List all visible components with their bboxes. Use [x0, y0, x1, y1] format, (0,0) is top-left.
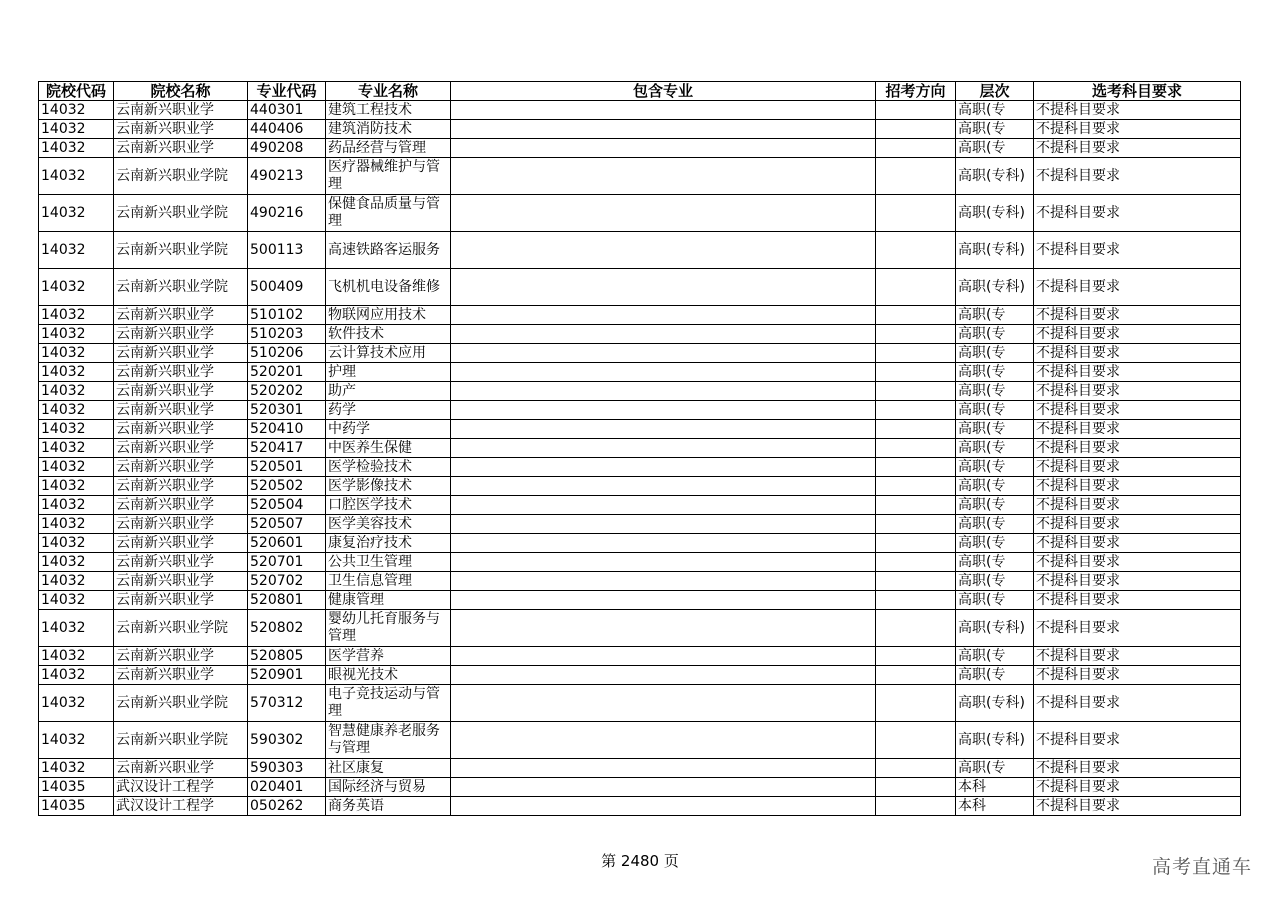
- cell-direction: [876, 344, 956, 363]
- table-row: [39, 101, 1241, 120]
- cell-level: 高职(专科): [956, 195, 1034, 232]
- cell-direction: [876, 666, 956, 685]
- cell-school-name: 云南新兴职业学: [114, 420, 248, 439]
- cell-included-majors: [451, 363, 876, 382]
- cell-direction: [876, 797, 956, 816]
- cell-major-code: 520201: [248, 363, 326, 382]
- header-row: [39, 82, 1241, 101]
- cell-included-majors: [451, 401, 876, 420]
- cell-school-name: 云南新兴职业学: [114, 666, 248, 685]
- cell-level: 高职(专科): [956, 722, 1034, 759]
- cell-major-code: 520417: [248, 439, 326, 458]
- cell-included-majors: [451, 610, 876, 647]
- cell-direction: [876, 420, 956, 439]
- table-row: [39, 401, 1241, 420]
- cell-school-code: 14032: [39, 120, 114, 139]
- cell-direction: [876, 232, 956, 269]
- cell-major-code: 490208: [248, 139, 326, 158]
- cell-school-code: 14032: [39, 477, 114, 496]
- cell-school-name: 云南新兴职业学: [114, 139, 248, 158]
- cell-level: 高职(专科): [956, 685, 1034, 722]
- cell-major-code: 520504: [248, 496, 326, 515]
- cell-included-majors: [451, 647, 876, 666]
- cell-school-name: 云南新兴职业学: [114, 306, 248, 325]
- cell-major-code: 520701: [248, 553, 326, 572]
- cell-direction: [876, 515, 956, 534]
- cell-major-name: 建筑工程技术: [326, 101, 451, 120]
- cell-major-name: 电子竞技运动与管理: [326, 685, 451, 722]
- table-row: [39, 515, 1241, 534]
- cell-school-code: 14032: [39, 458, 114, 477]
- cell-major-name: 商务英语: [326, 797, 451, 816]
- cell-school-code: 14032: [39, 420, 114, 439]
- cell-subject-requirement: 不提科目要求: [1034, 685, 1241, 722]
- table-row: [39, 477, 1241, 496]
- cell-school-code: 14032: [39, 382, 114, 401]
- cell-major-code: 520507: [248, 515, 326, 534]
- col-header-included-majors: 包含专业: [451, 82, 876, 101]
- col-header-major-name: 专业名称: [326, 82, 451, 101]
- cell-direction: [876, 439, 956, 458]
- cell-school-code: 14032: [39, 553, 114, 572]
- cell-major-code: 520802: [248, 610, 326, 647]
- cell-included-majors: [451, 120, 876, 139]
- cell-school-code: 14032: [39, 232, 114, 269]
- cell-major-name: 社区康复: [326, 759, 451, 778]
- cell-major-name: 助产: [326, 382, 451, 401]
- cell-direction: [876, 477, 956, 496]
- cell-included-majors: [451, 195, 876, 232]
- cell-direction: [876, 195, 956, 232]
- cell-school-code: 14032: [39, 534, 114, 553]
- table-row: [39, 797, 1241, 816]
- watermark: 高考直通车: [1151, 856, 1252, 878]
- cell-level: 高职(专: [956, 477, 1034, 496]
- cell-included-majors: [451, 759, 876, 778]
- cell-major-name: 药学: [326, 401, 451, 420]
- table-row: [39, 647, 1241, 666]
- cell-level: 高职(专: [956, 496, 1034, 515]
- cell-level: 高职(专: [956, 553, 1034, 572]
- cell-school-code: 14032: [39, 101, 114, 120]
- cell-level: 高职(专科): [956, 269, 1034, 306]
- cell-school-name: 云南新兴职业学: [114, 572, 248, 591]
- table-row: [39, 439, 1241, 458]
- col-header-major-code: 专业代码: [248, 82, 326, 101]
- cell-major-name: 中医养生保健: [326, 439, 451, 458]
- table-row: [39, 759, 1241, 778]
- cell-subject-requirement: 不提科目要求: [1034, 553, 1241, 572]
- table-row: [39, 120, 1241, 139]
- cell-school-name: 云南新兴职业学院: [114, 269, 248, 306]
- cell-level: 高职(专: [956, 306, 1034, 325]
- cell-school-name: 武汉设计工程学: [114, 797, 248, 816]
- cell-school-name: 云南新兴职业学: [114, 101, 248, 120]
- cell-direction: [876, 722, 956, 759]
- table-row: [39, 195, 1241, 232]
- cell-subject-requirement: 不提科目要求: [1034, 139, 1241, 158]
- cell-included-majors: [451, 158, 876, 195]
- cell-included-majors: [451, 534, 876, 553]
- table-row: [39, 553, 1241, 572]
- cell-school-name: 云南新兴职业学: [114, 401, 248, 420]
- cell-major-code: 520805: [248, 647, 326, 666]
- cell-school-name: 云南新兴职业学: [114, 759, 248, 778]
- cell-school-name: 云南新兴职业学: [114, 647, 248, 666]
- cell-major-code: 520702: [248, 572, 326, 591]
- cell-school-name: 云南新兴职业学: [114, 363, 248, 382]
- cell-major-name: 建筑消防技术: [326, 120, 451, 139]
- col-header-direction: 招考方向: [876, 82, 956, 101]
- cell-direction: [876, 401, 956, 420]
- cell-direction: [876, 382, 956, 401]
- cell-school-code: 14032: [39, 666, 114, 685]
- cell-direction: [876, 363, 956, 382]
- cell-major-code: 500409: [248, 269, 326, 306]
- cell-direction: [876, 101, 956, 120]
- table-row: [39, 420, 1241, 439]
- cell-level: 高职(专: [956, 515, 1034, 534]
- cell-level: 高职(专: [956, 139, 1034, 158]
- cell-included-majors: [451, 232, 876, 269]
- cell-level: 本科: [956, 797, 1034, 816]
- cell-school-code: 14032: [39, 158, 114, 195]
- cell-included-majors: [451, 797, 876, 816]
- cell-subject-requirement: 不提科目要求: [1034, 306, 1241, 325]
- cell-school-name: 云南新兴职业学: [114, 553, 248, 572]
- cell-level: 高职(专: [956, 458, 1034, 477]
- cell-included-majors: [451, 344, 876, 363]
- cell-subject-requirement: 不提科目要求: [1034, 325, 1241, 344]
- cell-school-code: 14032: [39, 306, 114, 325]
- cell-major-code: 590303: [248, 759, 326, 778]
- cell-school-code: 14032: [39, 647, 114, 666]
- cell-direction: [876, 647, 956, 666]
- cell-direction: [876, 496, 956, 515]
- cell-major-code: 520410: [248, 420, 326, 439]
- cell-level: 高职(专: [956, 591, 1034, 610]
- table-body: [39, 101, 1241, 816]
- cell-included-majors: [451, 778, 876, 797]
- table-row: [39, 778, 1241, 797]
- table-row: [39, 685, 1241, 722]
- cell-included-majors: [451, 101, 876, 120]
- cell-direction: [876, 534, 956, 553]
- cell-major-code: 520301: [248, 401, 326, 420]
- cell-major-name: 眼视光技术: [326, 666, 451, 685]
- cell-subject-requirement: 不提科目要求: [1034, 666, 1241, 685]
- cell-major-code: 490216: [248, 195, 326, 232]
- cell-major-name: 飞机机电设备维修: [326, 269, 451, 306]
- cell-subject-requirement: 不提科目要求: [1034, 778, 1241, 797]
- table-row: [39, 139, 1241, 158]
- cell-included-majors: [451, 306, 876, 325]
- cell-subject-requirement: 不提科目要求: [1034, 496, 1241, 515]
- cell-subject-requirement: 不提科目要求: [1034, 722, 1241, 759]
- cell-subject-requirement: 不提科目要求: [1034, 515, 1241, 534]
- cell-major-code: 520202: [248, 382, 326, 401]
- cell-school-code: 14032: [39, 344, 114, 363]
- cell-major-code: 520601: [248, 534, 326, 553]
- cell-direction: [876, 553, 956, 572]
- cell-direction: [876, 572, 956, 591]
- cell-subject-requirement: 不提科目要求: [1034, 797, 1241, 816]
- cell-direction: [876, 759, 956, 778]
- table-row: [39, 269, 1241, 306]
- cell-school-name: 云南新兴职业学: [114, 534, 248, 553]
- cell-level: 高职(专: [956, 666, 1034, 685]
- col-header-subject-requirement: 选考科目要求: [1034, 82, 1241, 101]
- cell-major-code: 590302: [248, 722, 326, 759]
- cell-major-name: 药品经营与管理: [326, 139, 451, 158]
- cell-included-majors: [451, 591, 876, 610]
- cell-subject-requirement: 不提科目要求: [1034, 195, 1241, 232]
- cell-major-name: 保健食品质量与管理: [326, 195, 451, 232]
- cell-major-name: 卫生信息管理: [326, 572, 451, 591]
- cell-level: 高职(专: [956, 439, 1034, 458]
- cell-school-code: 14035: [39, 797, 114, 816]
- cell-school-name: 云南新兴职业学: [114, 458, 248, 477]
- cell-level: 高职(专: [956, 647, 1034, 666]
- admission-table: [38, 81, 1241, 816]
- cell-subject-requirement: 不提科目要求: [1034, 401, 1241, 420]
- cell-major-code: 490213: [248, 158, 326, 195]
- cell-direction: [876, 458, 956, 477]
- cell-direction: [876, 325, 956, 344]
- cell-included-majors: [451, 666, 876, 685]
- cell-subject-requirement: 不提科目要求: [1034, 439, 1241, 458]
- cell-school-name: 云南新兴职业学: [114, 382, 248, 401]
- cell-included-majors: [451, 139, 876, 158]
- table-row: [39, 458, 1241, 477]
- cell-level: 高职(专: [956, 420, 1034, 439]
- cell-direction: [876, 610, 956, 647]
- cell-major-code: 520801: [248, 591, 326, 610]
- cell-school-code: 14032: [39, 325, 114, 344]
- cell-major-code: 570312: [248, 685, 326, 722]
- col-header-school-code: 院校代码: [39, 82, 114, 101]
- table-row: [39, 610, 1241, 647]
- cell-direction: [876, 778, 956, 797]
- cell-level: 高职(专科): [956, 158, 1034, 195]
- cell-direction: [876, 685, 956, 722]
- cell-direction: [876, 120, 956, 139]
- cell-school-code: 14032: [39, 591, 114, 610]
- cell-school-name: 云南新兴职业学院: [114, 722, 248, 759]
- cell-school-name: 云南新兴职业学院: [114, 610, 248, 647]
- cell-direction: [876, 306, 956, 325]
- cell-level: 高职(专: [956, 572, 1034, 591]
- cell-direction: [876, 269, 956, 306]
- cell-included-majors: [451, 496, 876, 515]
- cell-level: 高职(专: [956, 344, 1034, 363]
- cell-subject-requirement: 不提科目要求: [1034, 269, 1241, 306]
- cell-subject-requirement: 不提科目要求: [1034, 759, 1241, 778]
- cell-subject-requirement: 不提科目要求: [1034, 158, 1241, 195]
- cell-level: 高职(专: [956, 401, 1034, 420]
- cell-major-code: 510206: [248, 344, 326, 363]
- cell-major-name: 云计算技术应用: [326, 344, 451, 363]
- cell-school-name: 云南新兴职业学: [114, 477, 248, 496]
- cell-major-name: 软件技术: [326, 325, 451, 344]
- cell-school-code: 14032: [39, 722, 114, 759]
- table-row: [39, 534, 1241, 553]
- cell-major-name: 婴幼儿托育服务与管理: [326, 610, 451, 647]
- page-number: 第 2480 页: [601, 852, 679, 870]
- cell-major-code: 500113: [248, 232, 326, 269]
- cell-included-majors: [451, 722, 876, 759]
- table-row: [39, 325, 1241, 344]
- cell-school-name: 云南新兴职业学: [114, 344, 248, 363]
- cell-major-name: 物联网应用技术: [326, 306, 451, 325]
- cell-included-majors: [451, 685, 876, 722]
- cell-major-code: 520501: [248, 458, 326, 477]
- cell-major-code: 520502: [248, 477, 326, 496]
- col-header-level: 层次: [956, 82, 1034, 101]
- cell-school-name: 云南新兴职业学院: [114, 685, 248, 722]
- cell-subject-requirement: 不提科目要求: [1034, 232, 1241, 269]
- cell-school-name: 云南新兴职业学院: [114, 158, 248, 195]
- cell-school-code: 14032: [39, 139, 114, 158]
- cell-major-code: 440301: [248, 101, 326, 120]
- cell-level: 高职(专: [956, 759, 1034, 778]
- cell-included-majors: [451, 458, 876, 477]
- cell-major-code: 510203: [248, 325, 326, 344]
- cell-level: 高职(专: [956, 382, 1034, 401]
- cell-school-code: 14032: [39, 759, 114, 778]
- table-row: [39, 344, 1241, 363]
- cell-included-majors: [451, 269, 876, 306]
- cell-major-name: 中药学: [326, 420, 451, 439]
- cell-subject-requirement: 不提科目要求: [1034, 477, 1241, 496]
- cell-school-code: 14032: [39, 363, 114, 382]
- cell-subject-requirement: 不提科目要求: [1034, 610, 1241, 647]
- cell-major-name: 康复治疗技术: [326, 534, 451, 553]
- cell-subject-requirement: 不提科目要求: [1034, 382, 1241, 401]
- cell-school-name: 云南新兴职业学: [114, 120, 248, 139]
- cell-level: 高职(专科): [956, 232, 1034, 269]
- table-row: [39, 666, 1241, 685]
- cell-subject-requirement: 不提科目要求: [1034, 572, 1241, 591]
- cell-school-name: 云南新兴职业学: [114, 439, 248, 458]
- cell-school-code: 14032: [39, 685, 114, 722]
- cell-subject-requirement: 不提科目要求: [1034, 647, 1241, 666]
- table-row: [39, 232, 1241, 269]
- cell-included-majors: [451, 325, 876, 344]
- cell-school-code: 14032: [39, 610, 114, 647]
- table-row: [39, 363, 1241, 382]
- cell-major-name: 口腔医学技术: [326, 496, 451, 515]
- cell-major-name: 医学影像技术: [326, 477, 451, 496]
- cell-level: 高职(专: [956, 534, 1034, 553]
- cell-subject-requirement: 不提科目要求: [1034, 591, 1241, 610]
- cell-school-code: 14032: [39, 496, 114, 515]
- cell-school-name: 云南新兴职业学院: [114, 232, 248, 269]
- table-row: [39, 382, 1241, 401]
- cell-major-code: 510102: [248, 306, 326, 325]
- cell-school-name: 武汉设计工程学: [114, 778, 248, 797]
- cell-direction: [876, 139, 956, 158]
- cell-major-name: 医学美容技术: [326, 515, 451, 534]
- cell-level: 本科: [956, 778, 1034, 797]
- cell-major-code: 520901: [248, 666, 326, 685]
- cell-subject-requirement: 不提科目要求: [1034, 120, 1241, 139]
- cell-major-name: 高速铁路客运服务: [326, 232, 451, 269]
- cell-school-name: 云南新兴职业学: [114, 515, 248, 534]
- cell-school-name: 云南新兴职业学: [114, 325, 248, 344]
- cell-school-code: 14035: [39, 778, 114, 797]
- cell-level: 高职(专: [956, 101, 1034, 120]
- cell-subject-requirement: 不提科目要求: [1034, 101, 1241, 120]
- cell-major-code: 440406: [248, 120, 326, 139]
- cell-major-name: 健康管理: [326, 591, 451, 610]
- col-header-school-name: 院校名称: [114, 82, 248, 101]
- cell-level: 高职(专: [956, 325, 1034, 344]
- cell-school-name: 云南新兴职业学: [114, 496, 248, 515]
- cell-included-majors: [451, 439, 876, 458]
- cell-school-name: 云南新兴职业学院: [114, 195, 248, 232]
- cell-major-name: 医疗器械维护与管理: [326, 158, 451, 195]
- table-row: [39, 591, 1241, 610]
- cell-subject-requirement: 不提科目要求: [1034, 344, 1241, 363]
- cell-level: 高职(专: [956, 363, 1034, 382]
- cell-subject-requirement: 不提科目要求: [1034, 420, 1241, 439]
- cell-school-code: 14032: [39, 515, 114, 534]
- cell-school-name: 云南新兴职业学: [114, 591, 248, 610]
- table-row: [39, 306, 1241, 325]
- cell-included-majors: [451, 572, 876, 591]
- cell-school-code: 14032: [39, 572, 114, 591]
- cell-included-majors: [451, 420, 876, 439]
- cell-direction: [876, 158, 956, 195]
- cell-subject-requirement: 不提科目要求: [1034, 363, 1241, 382]
- cell-subject-requirement: 不提科目要求: [1034, 458, 1241, 477]
- cell-major-name: 医学营养: [326, 647, 451, 666]
- cell-subject-requirement: 不提科目要求: [1034, 534, 1241, 553]
- cell-major-name: 国际经济与贸易: [326, 778, 451, 797]
- cell-major-name: 护理: [326, 363, 451, 382]
- cell-level: 高职(专科): [956, 610, 1034, 647]
- cell-school-code: 14032: [39, 401, 114, 420]
- cell-school-code: 14032: [39, 439, 114, 458]
- cell-level: 高职(专: [956, 120, 1034, 139]
- table-row: [39, 722, 1241, 759]
- cell-direction: [876, 591, 956, 610]
- table-row: [39, 496, 1241, 515]
- cell-included-majors: [451, 553, 876, 572]
- cell-major-name: 公共卫生管理: [326, 553, 451, 572]
- cell-school-code: 14032: [39, 195, 114, 232]
- cell-included-majors: [451, 382, 876, 401]
- table-row: [39, 158, 1241, 195]
- table-row: [39, 572, 1241, 591]
- cell-major-code: 050262: [248, 797, 326, 816]
- cell-major-name: 智慧健康养老服务与管理: [326, 722, 451, 759]
- cell-included-majors: [451, 477, 876, 496]
- cell-major-name: 医学检验技术: [326, 458, 451, 477]
- cell-school-code: 14032: [39, 269, 114, 306]
- cell-major-code: 020401: [248, 778, 326, 797]
- cell-included-majors: [451, 515, 876, 534]
